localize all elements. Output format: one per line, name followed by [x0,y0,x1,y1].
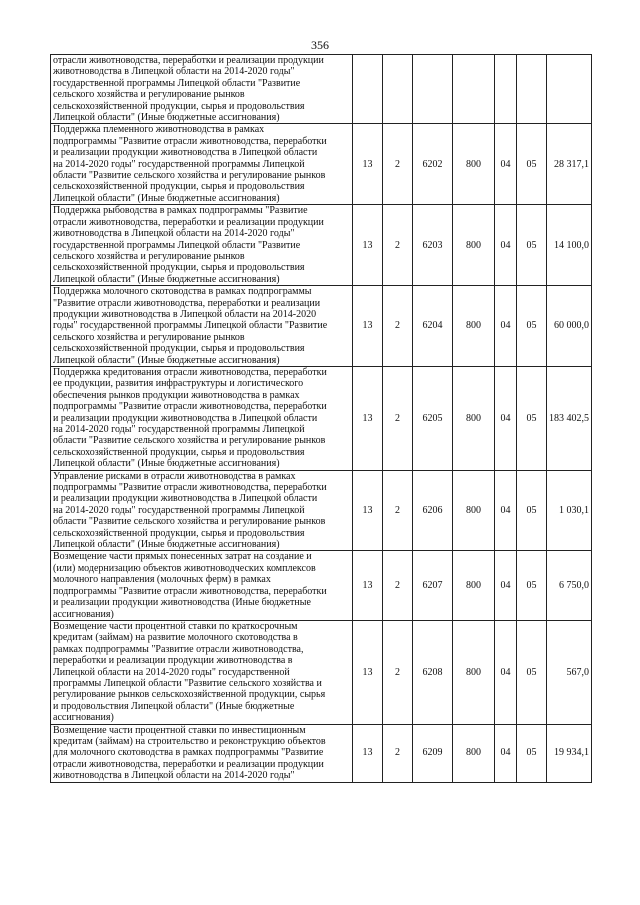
code-cell: 2 [383,124,413,205]
description-line: Липецкой области" (Иные бюджетные ассигнования) [53,273,280,285]
code-cell: 13 [353,724,383,782]
amount-cell [547,55,592,124]
description-line: Возмещение части процентной ставки по инвестиционным [53,724,306,736]
description-line: программы Липецкой области "Развитие сельского хозяйства и [53,677,322,689]
description-line: годы" государственной программы Липецкой области "Развитие [53,320,328,332]
amount-cell: 567,0 [547,620,592,724]
code-cell: 6209 [413,724,453,782]
description-line: подпрограммы "Развитие отрасли животноводства, переработки [53,482,327,494]
code-cell: 800 [453,470,495,551]
code-cell: 04 [495,620,517,724]
description-line: Липецкой области" (Иные бюджетные ассигнования) [53,112,280,124]
description-line: и реализации продукции животноводства в Липецкой области [53,147,318,159]
description-line: подпрограммы "Развитие отрасли животноводства, переработки [53,585,327,597]
code-cell: 2 [383,620,413,724]
table-row [51,205,592,286]
table-row [51,724,592,782]
code-cell: 13 [353,470,383,551]
description-line: на 2014-2020 годы" государственной программы Липецкой [53,158,305,170]
code-cell: 04 [495,366,517,470]
row-description [51,124,353,205]
code-cell: 04 [495,551,517,620]
description-line: и реализации продукции животноводства (Иные бюджетные [53,597,311,609]
code-cell: 6204 [413,286,453,367]
code-cell: 05 [517,205,547,286]
amount-cell: 1 030,1 [547,470,592,551]
code-cell: 05 [517,366,547,470]
description-line: продукции животноводства в Липецкой области на 2014-2020 [53,308,317,320]
code-cell: 05 [517,124,547,205]
description-line: государственной программы Липецкой области "Развитие [53,77,301,89]
page-number: 356 [311,38,329,52]
code-cell: 04 [495,286,517,367]
description-line: отрасли животноводства, переработки и реализации продукции [53,216,324,228]
table-row [51,366,592,470]
code-cell: 13 [353,124,383,205]
code-cell: 800 [453,551,495,620]
row-description [51,470,353,551]
code-cell: 2 [383,205,413,286]
code-cell [383,55,413,124]
description-line: области "Развитие сельского хозяйства и регулирование рынков [53,435,326,447]
description-line: Поддержка молочного скотоводства в рамках подпрограммы [53,286,312,298]
amount-cell: 14 100,0 [547,205,592,286]
description-line: Липецкой области на 2014-2020 годы" государственной [53,666,290,678]
row-description [51,620,353,724]
code-cell: 800 [453,724,495,782]
description-line: кредитам (займам) на развитие молочного скотоводства в [53,632,298,644]
row-description [51,55,353,124]
code-cell: 04 [495,724,517,782]
description-line: подпрограммы "Развитие отрасли животноводства, переработки [53,401,327,413]
description-line: "Развитие отрасли животноводства, переработки и реализации [53,297,321,309]
code-cell: 04 [495,124,517,205]
description-line: сельскохозяйственной продукции, сырья и продовольствия [53,343,305,355]
description-line: Поддержка кредитования отрасли животноводства, переработки [53,366,327,378]
description-line: животноводства в Липецкой области на 2014-2020 годы" [53,228,295,240]
code-cell: 800 [453,620,495,724]
row-description [51,286,353,367]
code-cell: 6202 [413,124,453,205]
table-row [51,124,592,205]
code-cell: 05 [517,724,547,782]
description-line: Липецкой области" (Иные бюджетные ассигнования) [53,192,280,204]
description-line: и продовольствия Липецкой области" (Иные бюджетные [53,700,295,712]
description-line: сельскохозяйственной продукции, сырья и продовольствия [53,181,305,193]
description-line: Управление рисками в отрасли животноводства в рамках [53,470,296,482]
code-cell: 13 [353,620,383,724]
code-cell: 2 [383,470,413,551]
code-cell: 13 [353,286,383,367]
description-line: сельского хозяйства и регулирование рынков [53,331,245,343]
code-cell: 04 [495,470,517,551]
code-cell: 800 [453,366,495,470]
code-cell: 05 [517,470,547,551]
table-body [51,55,592,783]
code-cell: 6203 [413,205,453,286]
code-cell [453,55,495,124]
code-cell: 2 [383,551,413,620]
description-line: переработки и реализации продукции животноводства в [53,655,293,667]
description-line: для молочного скотоводства в рамках подпрограммы "Развитие [53,747,324,759]
description-line: животноводства в Липецкой области на 2014-2020 годы" [53,66,295,78]
code-cell: 13 [353,551,383,620]
code-cell [495,55,517,124]
amount-cell: 60 000,0 [547,286,592,367]
table-row [51,286,592,367]
description-line: и реализации продукции животноводства в Липецкой области [53,412,318,424]
description-line: сельскохозяйственной продукции, сырья и продовольствия [53,100,305,112]
description-line: молочного направления (молочных ферм) в рамках [53,574,271,586]
code-cell: 04 [495,205,517,286]
description-line: (или) модернизацию объектов животноводческих комплексов [53,562,316,574]
row-description [51,205,353,286]
description-line: и реализации продукции животноводства в Липецкой области [53,493,318,505]
code-cell [353,55,383,124]
row-description [51,366,353,470]
code-cell: 6205 [413,366,453,470]
description-line: сельского хозяйства и регулирование рынков [53,89,245,101]
description-line: кредитам (займам) на строительство и реконструкцию объектов [53,735,326,747]
description-line: подпрограммы "Развитие отрасли животноводства, переработки [53,135,327,147]
description-line: области "Развитие сельского хозяйства и регулирование рынков [53,170,326,182]
description-line: Липецкой области" (Иные бюджетные ассигнования) [53,458,280,470]
description-line: сельского хозяйства и регулирование рынков [53,250,245,262]
description-line: сельскохозяйственной продукции, сырья и продовольствия [53,446,305,458]
budget-table [50,54,592,783]
description-line: животноводства в Липецкой области на 2014-2020 годы" [53,770,295,782]
code-cell: 800 [453,124,495,205]
table-row [51,620,592,724]
code-cell [413,55,453,124]
description-line: области "Развитие сельского хозяйства и регулирование рынков [53,516,326,528]
amount-cell: 19 934,1 [547,724,592,782]
row-description [51,551,353,620]
code-cell: 800 [453,205,495,286]
description-line: отрасли животноводства, переработки и реализации продукции [53,55,324,66]
description-line: на 2014-2020 годы" государственной программы Липецкой [53,504,305,516]
code-cell: 2 [383,724,413,782]
description-line: обеспечения рынков продукции животноводства в рамках [53,389,300,401]
code-cell: 6208 [413,620,453,724]
code-cell: 6207 [413,551,453,620]
description-line: Поддержка племенного животноводства в рамках [53,124,265,136]
code-cell: 6206 [413,470,453,551]
code-cell: 05 [517,620,547,724]
description-line: ассигнования) [53,712,114,724]
amount-cell: 183 402,5 [547,366,592,470]
description-line: Возмещение части процентной ставки по краткосрочным [53,620,298,632]
description-line: рамках подпрограммы "Развитие отрасли животноводства, [53,643,304,655]
table-row [51,55,592,124]
table-row [51,470,592,551]
code-cell: 05 [517,551,547,620]
code-cell: 2 [383,366,413,470]
code-cell: 13 [353,205,383,286]
table-row [51,551,592,620]
code-cell: 800 [453,286,495,367]
amount-cell: 28 317,1 [547,124,592,205]
description-line: Возмещение части прямых понесенных затрат на создание и [53,551,312,563]
description-line: ассигнования) [53,608,114,620]
description-line: Липецкой области" (Иные бюджетные ассигнования) [53,354,280,366]
description-line: на 2014-2020 годы" государственной программы Липецкой [53,424,305,435]
description-line: сельскохозяйственной продукции, сырья и продовольствия [53,262,305,274]
description-line: сельскохозяйственной продукции, сырья и продовольствия [53,527,305,539]
code-cell: 13 [353,366,383,470]
description-line: Липецкой области" (Иные бюджетные ассигнования) [53,539,280,551]
description-line: отрасли животноводства, переработки и реализации продукции [53,758,324,770]
description-line: Поддержка рыбоводства в рамках подпрограммы "Развитие [53,205,308,217]
description-line: ее продукции, развития инфраструктуры и логистического [53,378,304,390]
code-cell: 2 [383,286,413,367]
code-cell [517,55,547,124]
amount-cell: 6 750,0 [547,551,592,620]
description-line: государственной программы Липецкой области "Развитие [53,239,301,251]
code-cell: 05 [517,286,547,367]
row-description [51,724,353,782]
description-line: регулирование рынков сельскохозяйственной продукции, сырья [53,689,326,701]
